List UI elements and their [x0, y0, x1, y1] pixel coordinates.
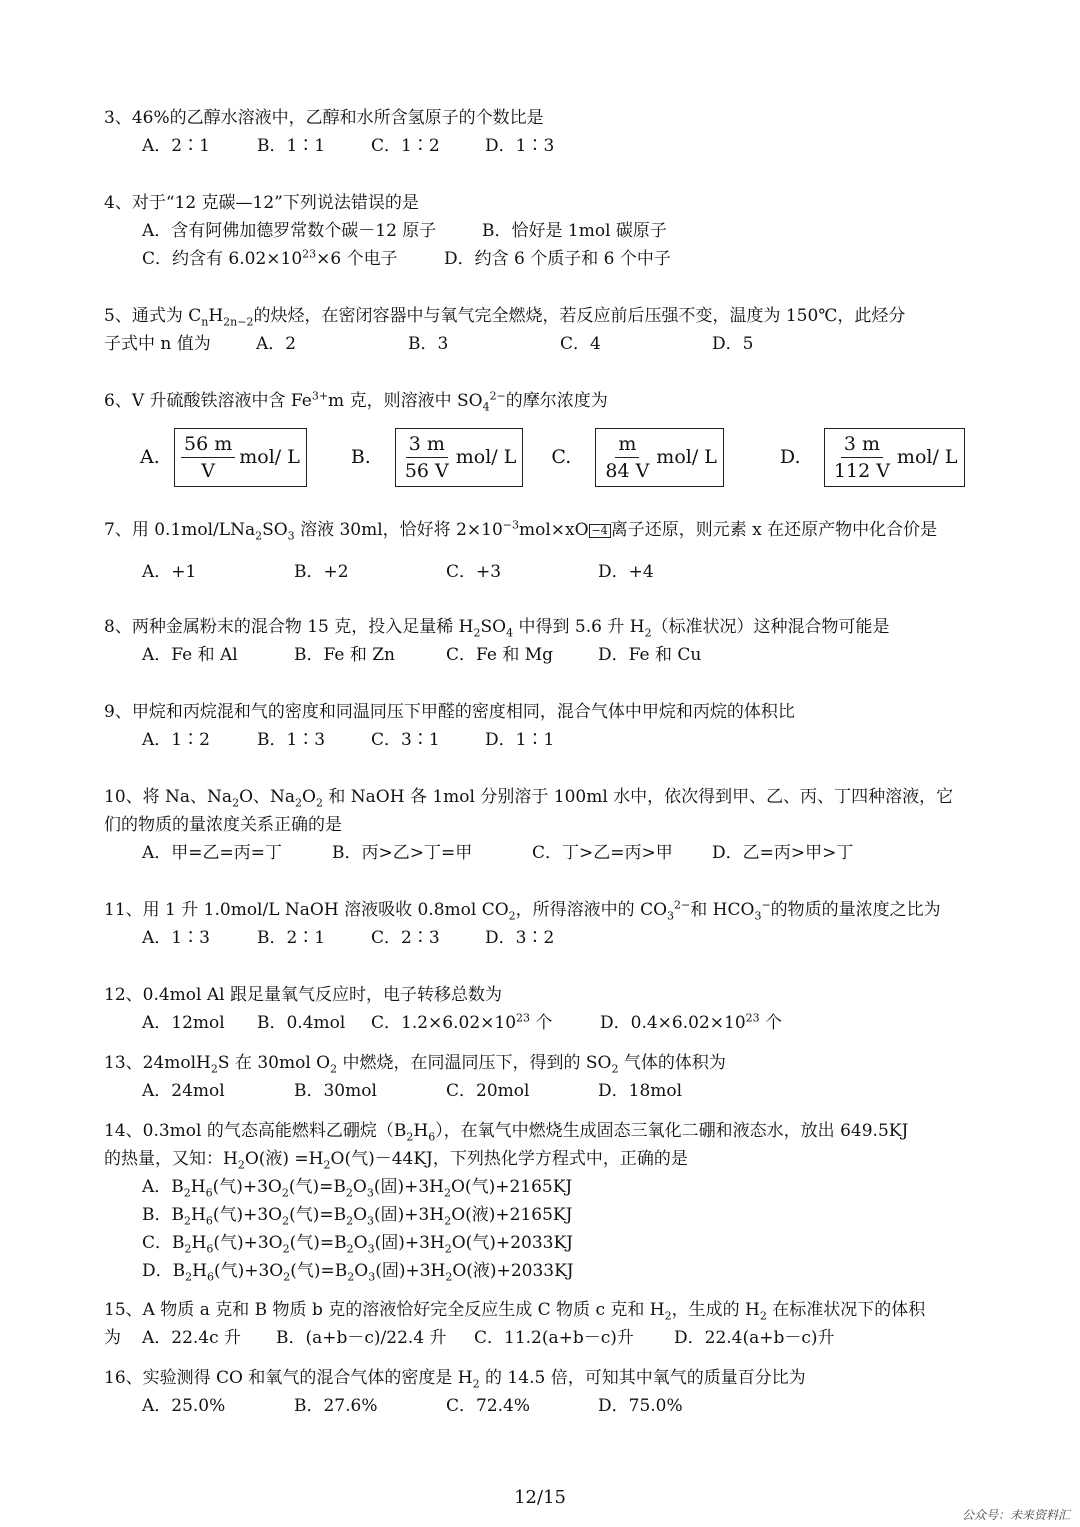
option-a: A．甲=乙=丙=丁	[142, 843, 283, 863]
option-a: A．2∶1	[142, 136, 210, 156]
subscript: 2	[210, 1062, 218, 1076]
question-stem	[104, 783, 984, 811]
option-a: A．含有阿佛加德罗常数个碳－12 原子	[142, 221, 437, 241]
denominator: 112 V	[833, 459, 890, 482]
option-c	[371, 1009, 600, 1037]
option-d: D．5	[712, 334, 754, 354]
superscript: 23	[516, 1011, 531, 1025]
option-c: C．+3	[446, 562, 502, 582]
option-d: D．$B_2H_6$(气)$+3O_2$(气)$=B_2O_3$(固)$+3H_2O$(液)+2033KJ	[142, 1261, 574, 1284]
question-7	[104, 516, 984, 586]
options	[104, 1077, 984, 1105]
stem-text: 中得到 5.6 升 H	[513, 617, 645, 637]
stem-text: ，生成的 H	[671, 1300, 760, 1320]
option-d: D．+4	[598, 562, 654, 582]
options-row-1	[104, 217, 984, 245]
stem-line-2	[104, 1145, 984, 1173]
numerator: 56 m	[181, 431, 235, 458]
option-c: C．11.2(a+b－c)升	[474, 1328, 634, 1348]
options	[104, 839, 984, 867]
ion-charge-box: −4	[589, 524, 611, 538]
question-6-options	[140, 426, 965, 488]
unit: mol/ L	[896, 446, 958, 468]
option-d: D．22.4(a+b－c)升	[674, 1328, 835, 1348]
option-a: A．24mol	[142, 1081, 225, 1101]
question-stem: 4、对于“12 克碳—12”下列说法错误的是	[104, 193, 419, 213]
question-3	[104, 104, 984, 160]
option-c: C．3∶1	[371, 730, 440, 750]
stem-text: ），在氧气中燃烧生成固态三氧化二硼和液态水，放出 649.5KJ	[435, 1121, 909, 1141]
subscript: 3	[754, 909, 762, 923]
question-stem	[104, 302, 984, 330]
question-stem	[104, 387, 984, 415]
superscript: 2−	[674, 898, 691, 912]
subscript: 2	[508, 909, 516, 923]
stem-text: 和 NaOH 各 1mol 分别溶于 100ml 水中，依次得到甲、乙、丙、丁四种溶液，它	[322, 787, 954, 807]
option-a: A．1∶2	[142, 730, 210, 750]
question-12	[104, 981, 984, 1037]
option-b: B．恰好是 1mol 碳原子	[482, 221, 667, 241]
option-a: A．$B_2H_6$(气)$+3O_2$(气)$=B_2O_3$(固)$+3H_2O$(气)+2165KJ	[142, 1177, 573, 1200]
option-c-text-end: ×6 个电子	[316, 249, 398, 269]
option-c-text: C．1.2×6.02×10	[371, 1013, 517, 1033]
unit: mol/ L	[656, 446, 717, 468]
option-b-label: B.	[350, 446, 371, 468]
option-b: B．27.6%	[294, 1396, 378, 1416]
stem-text: 5、通式为 C	[104, 306, 202, 326]
question-stem	[104, 1364, 984, 1392]
option-d: D．75.0%	[598, 1396, 683, 1416]
option-d: D．1∶3	[485, 136, 555, 156]
option-b: B．$B_2H_6$(气)$+3O_2$(气)$=B_2O_3$(固)$+3H_2O$(液)+2165KJ	[142, 1205, 573, 1228]
unit: mol/ L	[455, 446, 517, 468]
stem-text: 的物质的量浓度之比为	[770, 900, 941, 920]
option-c-label: C.	[551, 446, 572, 468]
stem-text: 离子还原，则元素 x 在还原产物中化合价是	[610, 520, 938, 540]
subscript: 2	[237, 1158, 245, 1172]
superscript: 23	[745, 1011, 760, 1025]
option-c: C．Fe 和 Mg	[446, 645, 554, 665]
option-d: D．约含 6 个质子和 6 个中子	[444, 249, 671, 269]
option-a-formula	[174, 428, 307, 487]
options	[104, 726, 984, 754]
question-stem	[104, 516, 984, 544]
stem-text: S 在 30mol O	[217, 1053, 331, 1073]
option-d-formula	[824, 428, 965, 487]
option-d: D．3∶2	[485, 928, 555, 948]
option-d: D．乙=丙>甲>丁	[712, 843, 854, 863]
question-4	[104, 189, 984, 273]
watermark: 公众号：未来资料汇	[961, 1508, 1070, 1522]
superscript: 3+	[311, 389, 329, 403]
stem-text: H	[413, 1121, 429, 1141]
option-d: D．1∶1	[485, 730, 555, 750]
question-6	[104, 387, 984, 415]
option-c-text: C．约含有 6.02×10	[142, 249, 303, 269]
subscript: 2	[330, 1062, 338, 1076]
subscript: 3	[667, 909, 675, 923]
subscript: 2	[611, 1062, 619, 1076]
options	[104, 132, 984, 160]
stem-text: O	[302, 787, 316, 807]
option-a: A．+1	[142, 562, 197, 582]
options	[104, 924, 984, 952]
subscript: 2n−2	[223, 315, 254, 329]
stem-text: 溶液 30ml，恰好将 2×10	[294, 520, 503, 540]
option-c: C．72.4%	[446, 1396, 531, 1416]
stem-text: 和 HCO	[690, 900, 755, 920]
option-c: C．丁>乙=丙>甲	[532, 843, 673, 863]
stem-text: 子式中 n 值为	[104, 334, 211, 354]
options	[104, 641, 984, 669]
subscript: 2	[323, 1158, 331, 1172]
subscript: 3	[287, 529, 295, 543]
option-a: A．Fe 和 Al	[142, 645, 238, 665]
options	[104, 558, 984, 586]
option-c-text-end: 个	[530, 1013, 553, 1033]
option-b: B．30mol	[294, 1081, 377, 1101]
stem-text: O(气)－44KJ，下列热化学方程式中，正确的是	[330, 1149, 688, 1169]
stem-text: 气体的体积为	[618, 1053, 726, 1073]
subscript: 2	[472, 1377, 480, 1391]
question-stem	[104, 1117, 984, 1145]
subscript: 2	[255, 529, 263, 543]
numerator: 3 m	[406, 431, 448, 458]
option-d: D．18mol	[598, 1081, 683, 1101]
option-b: B．2∶1	[257, 928, 326, 948]
stem-text: mol×xO	[518, 520, 589, 540]
stem-text: SO	[480, 617, 507, 637]
option-b: B．1∶3	[257, 730, 326, 750]
stem-text: 的摩尔浓度为	[505, 391, 608, 411]
subscript: 2	[315, 796, 323, 810]
subscript: 2	[295, 796, 303, 810]
subscript: 2	[759, 1309, 767, 1323]
stem-text: 10、将 Na、Na	[104, 787, 233, 807]
stem-text: 的 14.5 倍，可知其中氧气的质量百分比为	[479, 1368, 806, 1388]
option-d-text-end: 个	[759, 1013, 783, 1033]
stem-text: 为	[104, 1328, 121, 1348]
option-c	[142, 245, 444, 273]
option-b: B．Fe 和 Zn	[294, 645, 395, 665]
question-stem	[104, 613, 984, 641]
numerator: 3 m	[841, 431, 883, 458]
subscript: 2	[232, 796, 240, 810]
stem-text: m 克，则溶液中 SO	[328, 391, 483, 411]
option-c: C．$B_2H_6$(气)$+3O_2$(气)$=B_2O_3$(固)$+3H_2O$(气)+2033KJ	[142, 1233, 573, 1256]
option-a: A．2	[256, 334, 297, 354]
question-stem: 12、0.4mol Al 跟足量氧气反应时，电子转移总数为	[104, 985, 502, 1005]
stem-text: 中燃烧，在同温同压下，得到的 SO	[337, 1053, 612, 1073]
option-b: B．+2	[294, 562, 349, 582]
denominator: V	[201, 459, 215, 482]
subscript: n	[201, 315, 209, 329]
question-15	[104, 1296, 984, 1352]
denominator: 56 V	[404, 459, 449, 482]
numerator: m	[615, 431, 639, 458]
subscript: 2	[473, 626, 481, 640]
subscript: 6	[428, 1130, 436, 1144]
question-stem: 3、46%的乙醇水溶液中，乙醇和水所含氢原子的个数比是	[104, 108, 544, 128]
option-a: A．25.0%	[142, 1396, 226, 1416]
question-stem	[104, 896, 984, 924]
option-b: B．丙>乙>丁=甲	[332, 843, 473, 863]
superscript: 23	[302, 247, 317, 261]
question-9	[104, 698, 984, 754]
option-d-text: D．0.4×6.02×10	[600, 1013, 746, 1033]
subscript: 4	[482, 400, 490, 414]
stem-text: SO	[262, 520, 288, 540]
stem-text: 15、A 物质 a 克和 B 物质 b 克的溶液恰好完全反应生成 C 物质 c 克和 H	[104, 1300, 665, 1320]
stem-text: 13、24molH	[104, 1053, 211, 1073]
question-10	[104, 783, 984, 867]
option-a-label: A.	[140, 446, 160, 468]
denominator: 84 V	[605, 459, 650, 482]
stem-text: 的热量，又知：H	[104, 1149, 238, 1169]
unit: mol/ L	[239, 446, 300, 468]
option-c: C．1∶2	[371, 136, 440, 156]
option-b: B．1∶1	[257, 136, 326, 156]
stem-text: 7、用 0.1mol/LNa	[104, 520, 256, 540]
stem-text: 在标准状况下的体积	[766, 1300, 926, 1320]
stem-text: O(液) =H	[244, 1149, 324, 1169]
option-c-formula	[595, 428, 724, 487]
question-stem	[104, 1049, 984, 1077]
option-b: B．(a+b－c)/22.4 升	[276, 1328, 447, 1348]
stem-text: 8、两种金属粉末的混合物 15 克，投入足量稀 H	[104, 617, 474, 637]
option-c: C．20mol	[446, 1081, 530, 1101]
option-a: A．22.4c 升	[142, 1328, 242, 1348]
option-d-label: D.	[779, 446, 801, 468]
subscript: 4	[506, 626, 514, 640]
stem-line-2	[104, 330, 984, 358]
option-c: C．2∶3	[371, 928, 440, 948]
option-a: A．12mol	[142, 1013, 225, 1033]
options	[104, 1009, 984, 1037]
options-row-2	[104, 245, 984, 273]
option-d	[600, 1009, 782, 1037]
option-c: C．4	[560, 334, 601, 354]
stem-text: （标准状况）这种混合物可能是	[651, 617, 890, 637]
stem-text: 6、V 升硫酸铁溶液中含 Fe	[104, 391, 312, 411]
question-8	[104, 613, 984, 669]
question-stem: 9、甲烷和丙烷混和气的密度和同温同压下甲醛的密度相同，混合气体中甲烷和丙烷的体积比	[104, 702, 795, 722]
superscript: −3	[502, 518, 519, 532]
question-14	[104, 1117, 984, 1285]
stem-line-2	[104, 1324, 984, 1352]
question-5	[104, 302, 984, 358]
stem-text: 14、0.3mol 的气态高能燃料乙硼烷（B	[104, 1121, 407, 1141]
option-d: D．Fe 和 Cu	[598, 645, 702, 665]
stem-text: O、Na	[239, 787, 296, 807]
stem-line-2: 们的物质的量浓度关系正确的是	[104, 815, 342, 835]
stem-text: 的炔烃，在密闭容器中与氧气完全燃烧，若反应前后压强不变，温度为 150℃，此烃分	[253, 306, 906, 326]
question-11	[104, 896, 984, 952]
question-16	[104, 1364, 984, 1420]
stem-text: 11、用 1 升 1.0mol/L NaOH 溶液吸收 0.8mol CO	[104, 900, 509, 920]
options	[104, 1392, 984, 1420]
superscript: 2−	[489, 389, 506, 403]
subscript: 2	[406, 1130, 414, 1144]
stem-text: ，所得溶液中的 CO	[515, 900, 668, 920]
option-a: A．1∶3	[142, 928, 210, 948]
page-number: 12/15	[514, 1487, 566, 1508]
option-b: B．3	[408, 334, 449, 354]
subscript: 2	[644, 626, 652, 640]
option-b: B．0.4mol	[257, 1013, 346, 1033]
stem-text: H	[208, 306, 224, 326]
question-stem	[104, 1296, 984, 1324]
subscript: 2	[664, 1309, 672, 1323]
question-13	[104, 1049, 984, 1105]
superscript: −	[761, 898, 771, 912]
stem-text: 16、实验测得 CO 和氧气的混合气体的密度是 H	[104, 1368, 473, 1388]
option-b-formula	[395, 428, 524, 487]
